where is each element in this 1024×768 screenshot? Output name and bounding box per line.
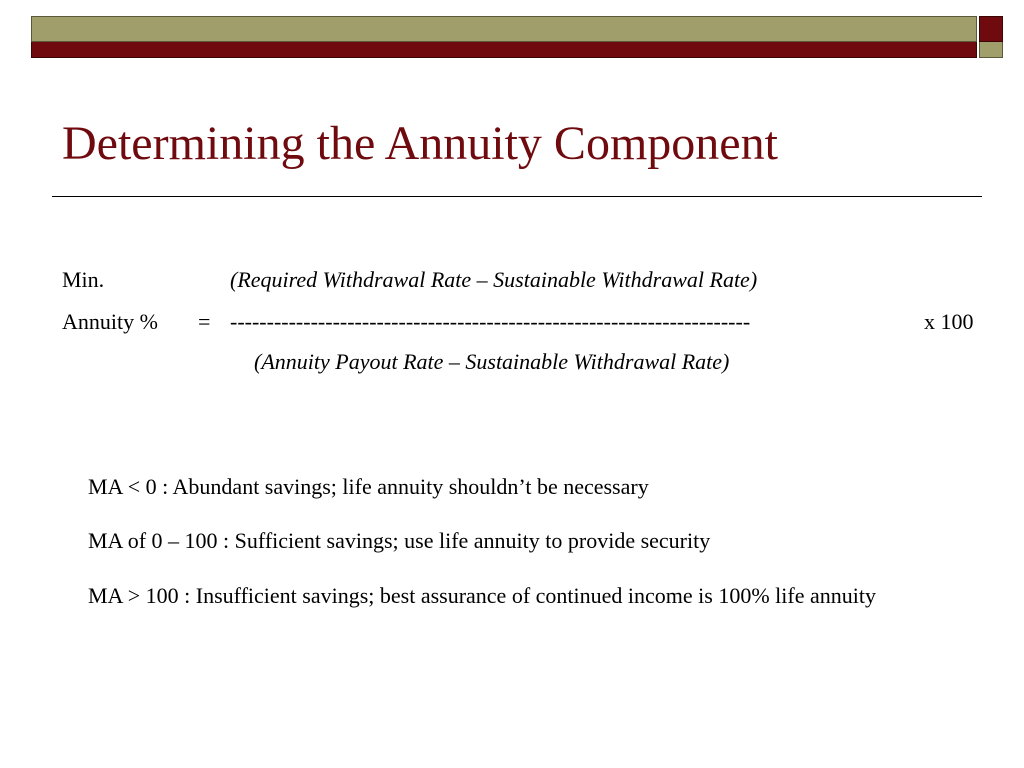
formula-fraction-bar: ----------------------------------------------------------------------- xyxy=(230,311,751,333)
slide-title: Determining the Annuity Component xyxy=(62,117,778,170)
header-bar-olive xyxy=(31,16,977,42)
formula-lhs-min: Min. xyxy=(62,267,105,292)
formula-numerator: (Required Withdrawal Rate – Sustainable Withdrawal Rate) xyxy=(230,267,758,292)
formula-denominator: (Annuity Payout Rate – Sustainable Withdrawal Rate) xyxy=(254,349,730,374)
list-item: MA > 100 : Insufficient savings; best assurance of continued income is 100% life annuity xyxy=(88,582,876,608)
formula-multiplier: x 100 xyxy=(924,309,974,334)
formula-equals: = xyxy=(198,309,211,334)
header-bar-maroon xyxy=(31,42,977,58)
header-square-maroon xyxy=(979,16,1003,42)
title-underline xyxy=(52,196,982,197)
list-item: MA of 0 – 100 : Sufficient savings; use life annuity to provide security xyxy=(88,528,711,554)
formula-lhs-annuity-percent: Annuity % xyxy=(62,309,158,334)
header-square-olive xyxy=(979,42,1003,58)
list-item: MA < 0 : Abundant savings; life annuity shouldn’t be necessary xyxy=(88,474,649,499)
bullet-list xyxy=(88,474,968,637)
